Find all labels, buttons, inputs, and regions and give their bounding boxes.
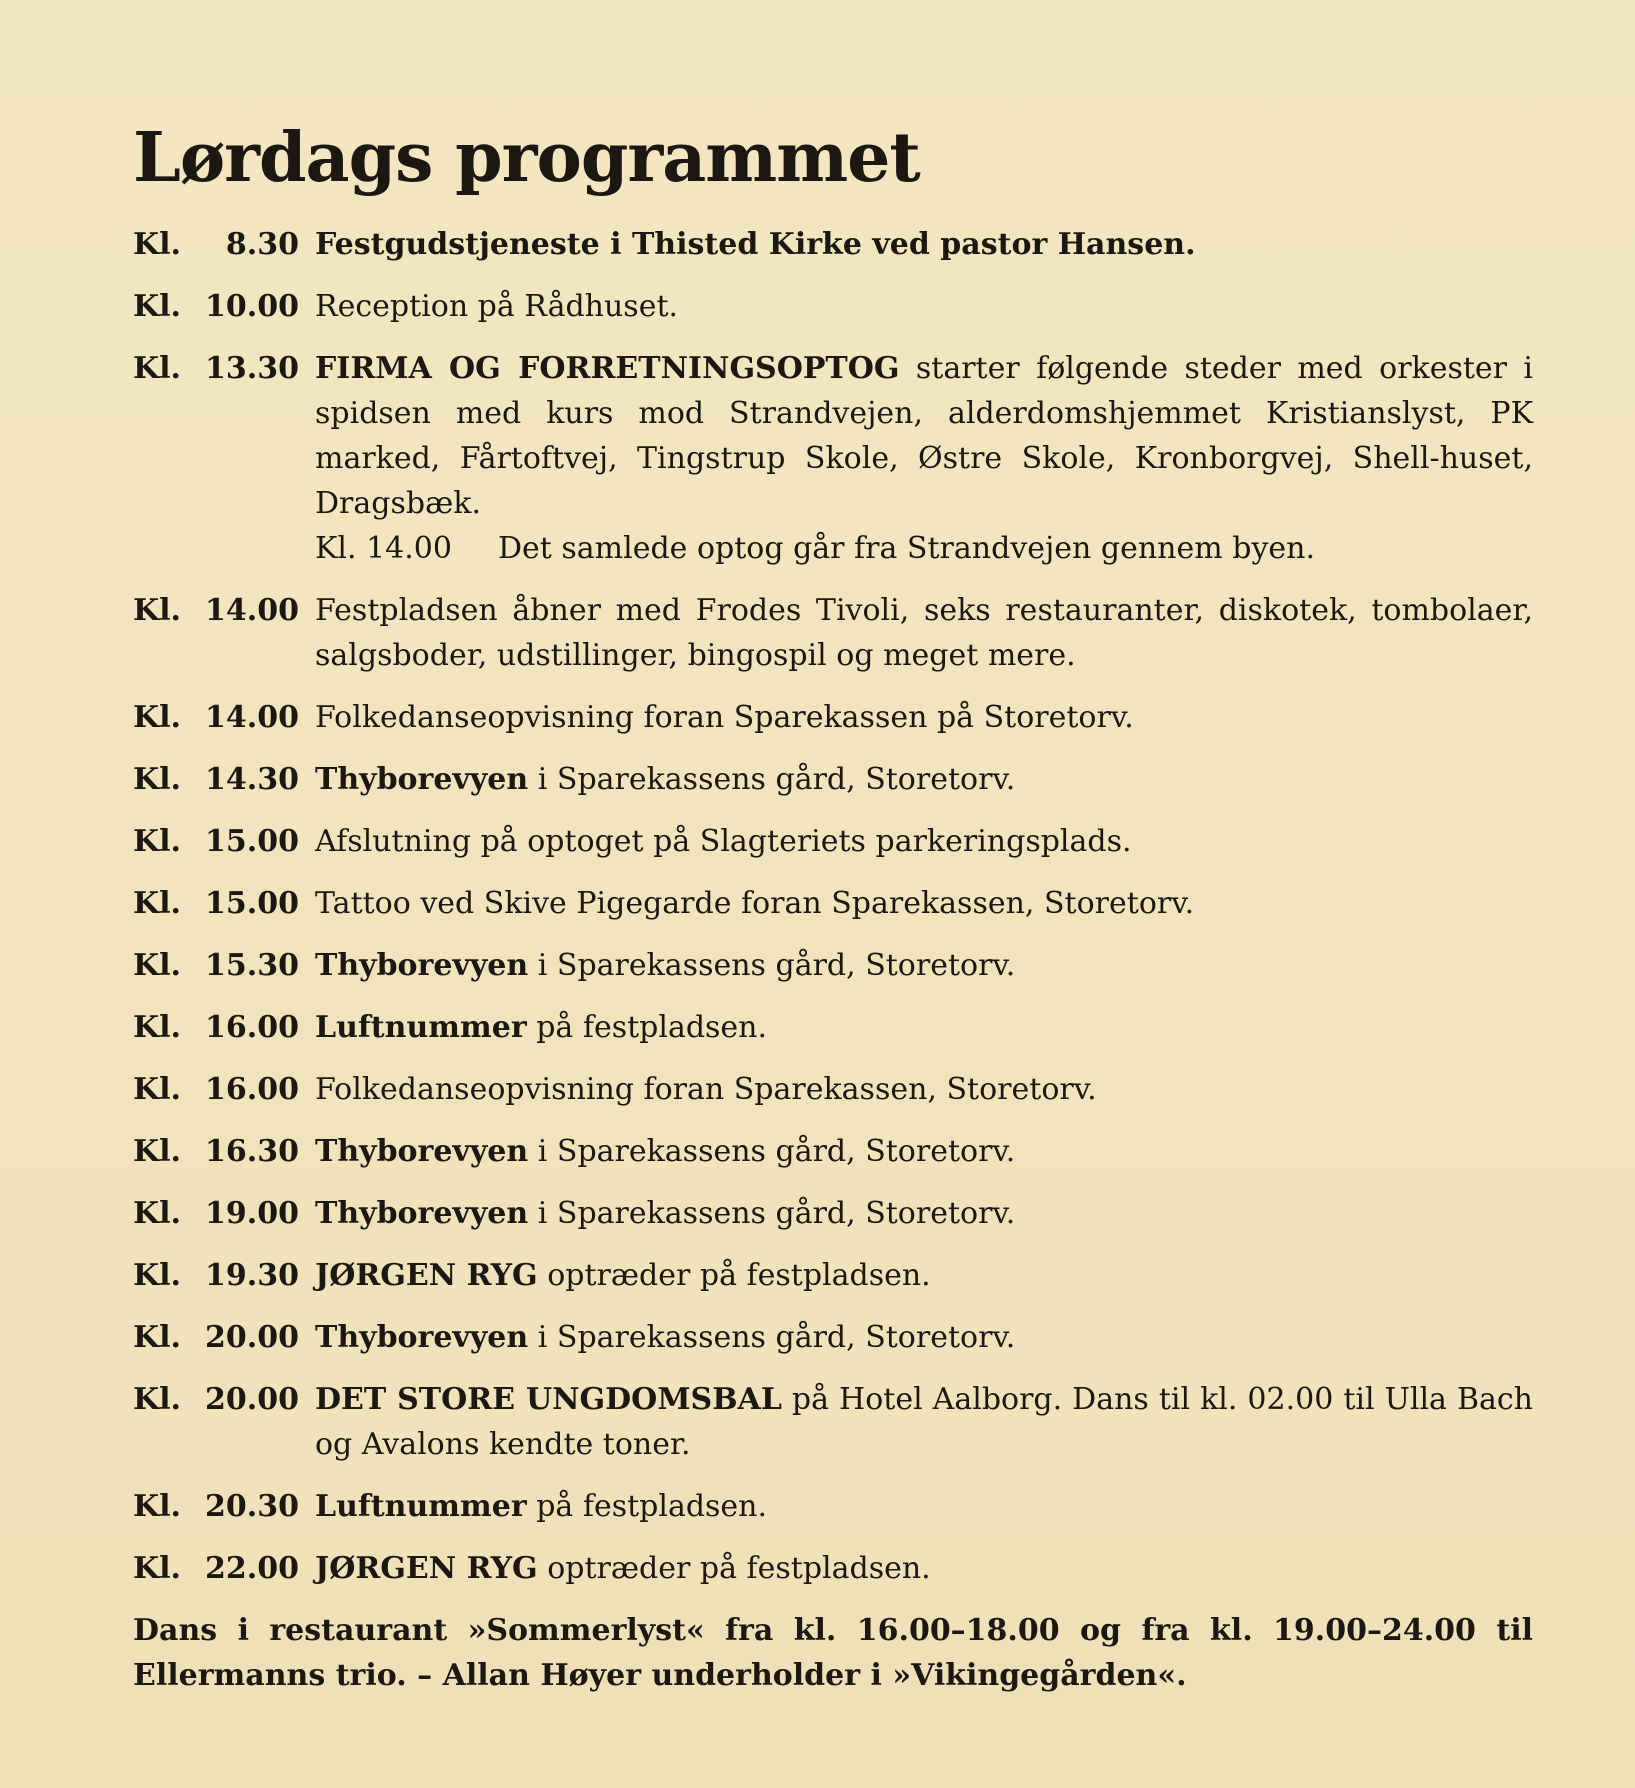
event-text: starter følgende steder med orkester i spidsen med kurs mod Strandvejen, alderdomshjemmet Kristianslyst, PK marked, Fårtoftvej, Tingstrup Skole, Østre Skole, Kronborgvej, Shell-huset, Dragsbæk. [315, 351, 1533, 521]
event-highlight: DET STORE UNGDOMSBAL [315, 1382, 782, 1417]
schedule-description [315, 1253, 1533, 1298]
time-value: 15.00 [205, 886, 299, 921]
time-value: 14.00 [205, 593, 299, 628]
event-text: på Hotel Aalborg. Dans til kl. 02.00 til Ulla Bach og Avalons kendte toner. [315, 1382, 1533, 1462]
time-prefix: Kl. [133, 1134, 181, 1169]
sub-entry-time: Kl. 14.00 [315, 531, 452, 566]
schedule-description [315, 222, 1533, 267]
event-text: optræder på festpladsen. [537, 1258, 931, 1293]
schedule-time [133, 881, 315, 926]
schedule-row [133, 881, 1533, 926]
time-value: 20.30 [205, 1489, 299, 1524]
event-text: Afslutning på optoget på Slagteriets parkeringsplads. [315, 824, 1132, 859]
event-text: i Sparekassens gård, Storetorv. [528, 1134, 1016, 1169]
event-text: Folkedanseopvisning foran Sparekassen, Storetorv. [315, 1072, 1097, 1107]
schedule-description [315, 1067, 1533, 1112]
schedule-time [133, 1067, 315, 1112]
time-prefix: Kl. [133, 1320, 181, 1355]
event-text: Reception på Rådhuset. [315, 289, 679, 324]
event-text: på festpladsen. [526, 1010, 768, 1045]
schedule-list [133, 222, 1533, 1591]
schedule-row [133, 1377, 1533, 1467]
time-value: 13.30 [205, 351, 299, 386]
schedule-description [315, 1484, 1533, 1529]
schedule-row [133, 695, 1533, 740]
schedule-row [133, 819, 1533, 864]
event-highlight: Festgudstjeneste i Thisted Kirke ved pastor Hansen. [315, 227, 1196, 262]
schedule-time [133, 1253, 315, 1298]
event-text: Festpladsen åbner med Frodes Tivoli, seks restauranter, diskotek, tombolaer, salgsboder, udstillinger, bingospil og meget mere. [315, 593, 1533, 673]
time-prefix: Kl. [133, 948, 181, 983]
time-prefix: Kl. [133, 1072, 181, 1107]
schedule-time [133, 588, 315, 678]
schedule-time [133, 1315, 315, 1360]
schedule-description [315, 1129, 1533, 1174]
schedule-description [315, 1377, 1533, 1467]
schedule-description [315, 819, 1533, 864]
time-value: 22.00 [205, 1551, 299, 1586]
program-content [133, 118, 1533, 1698]
event-text: på festpladsen. [526, 1489, 768, 1524]
time-value: 19.30 [205, 1258, 299, 1293]
time-value: 8.30 [225, 227, 299, 262]
footer-note: Dans i restaurant »Sommerlyst« fra kl. 16.00–18.00 og fra kl. 19.00–24.00 til Ellermanns trio. – Allan Høyer underholder i »Vikingegården«. [133, 1613, 1533, 1693]
schedule-row [133, 1253, 1533, 1298]
time-prefix: Kl. [133, 289, 181, 324]
time-prefix: Kl. [133, 227, 181, 262]
event-highlight: Thyborevyen [315, 762, 529, 797]
time-prefix: Kl. [133, 593, 181, 628]
event-text: Folkedanseopvisning foran Sparekassen på Storetorv. [315, 700, 1134, 735]
schedule-description [315, 1315, 1533, 1360]
schedule-time [133, 819, 315, 864]
schedule-time [133, 757, 315, 802]
schedule-time [133, 1546, 315, 1591]
time-value: 16.00 [205, 1072, 299, 1107]
event-text: i Sparekassens gård, Storetorv. [528, 762, 1016, 797]
event-text: optræder på festpladsen. [537, 1551, 931, 1586]
schedule-description [315, 1005, 1533, 1050]
schedule-row [133, 284, 1533, 329]
time-prefix: Kl. [133, 886, 181, 921]
schedule-description [315, 1546, 1533, 1591]
sub-entry-text: Det samlede optog går fra Strandvejen gennem byen. [498, 531, 1316, 566]
schedule-description [315, 588, 1533, 678]
schedule-time [133, 346, 315, 571]
time-value: 10.00 [205, 289, 299, 324]
time-prefix: Kl. [133, 1010, 181, 1045]
schedule-time [133, 695, 315, 740]
event-highlight: Thyborevyen [315, 1320, 529, 1355]
event-highlight: JØRGEN RYG [315, 1258, 538, 1293]
schedule-description [315, 1191, 1533, 1236]
time-value: 14.00 [205, 700, 299, 735]
time-prefix: Kl. [133, 1258, 181, 1293]
time-prefix: Kl. [133, 700, 181, 735]
event-text: i Sparekassens gård, Storetorv. [528, 1320, 1016, 1355]
schedule-row [133, 1546, 1533, 1591]
schedule-row [133, 222, 1533, 267]
schedule-description [315, 881, 1533, 926]
event-highlight: Thyborevyen [315, 1134, 529, 1169]
schedule-row [133, 1005, 1533, 1050]
schedule-time [133, 1129, 315, 1174]
time-prefix: Kl. [133, 1382, 181, 1417]
time-value: 15.30 [205, 948, 299, 983]
event-highlight: JØRGEN RYG [315, 1551, 538, 1586]
schedule-row [133, 1315, 1533, 1360]
event-text: Tattoo ved Skive Pigegarde foran Sparekassen, Storetorv. [315, 886, 1195, 921]
event-highlight: Luftnummer [315, 1489, 527, 1524]
schedule-row [133, 346, 1533, 571]
schedule-time [133, 943, 315, 988]
schedule-row [133, 943, 1533, 988]
schedule-row [133, 1067, 1533, 1112]
page-title: Lørdags programmet [133, 118, 920, 198]
schedule-time [133, 1377, 315, 1467]
time-prefix: Kl. [133, 1551, 181, 1586]
schedule-description [315, 346, 1533, 571]
event-highlight: Thyborevyen [315, 1196, 529, 1231]
time-value: 16.00 [205, 1010, 299, 1045]
schedule-description [315, 943, 1533, 988]
schedule-time [133, 1191, 315, 1236]
time-prefix: Kl. [133, 1196, 181, 1231]
time-prefix: Kl. [133, 824, 181, 859]
schedule-description [315, 695, 1533, 740]
time-value: 20.00 [205, 1382, 299, 1417]
time-prefix: Kl. [133, 351, 181, 386]
time-value: 20.00 [205, 1320, 299, 1355]
schedule-row [133, 757, 1533, 802]
sub-entry [315, 526, 1533, 571]
schedule-row [133, 1129, 1533, 1174]
schedule-time [133, 1005, 315, 1050]
schedule-row [133, 1191, 1533, 1236]
schedule-row [133, 588, 1533, 678]
time-value: 14.30 [205, 762, 299, 797]
schedule-time [133, 284, 315, 329]
event-text: i Sparekassens gård, Storetorv. [528, 948, 1016, 983]
schedule-description [315, 284, 1533, 329]
schedule-time [133, 222, 315, 267]
schedule-row [133, 1484, 1533, 1529]
time-value: 15.00 [205, 824, 299, 859]
event-highlight: Thyborevyen [315, 948, 529, 983]
time-value: 16.30 [205, 1134, 299, 1169]
schedule-time [133, 1484, 315, 1529]
event-highlight: FIRMA OG FORRETNINGSOPTOG [315, 351, 900, 386]
time-value: 19.00 [205, 1196, 299, 1231]
event-highlight: Luftnummer [315, 1010, 527, 1045]
time-prefix: Kl. [133, 762, 181, 797]
event-text: i Sparekassens gård, Storetorv. [528, 1196, 1016, 1231]
time-prefix: Kl. [133, 1489, 181, 1524]
schedule-description [315, 757, 1533, 802]
